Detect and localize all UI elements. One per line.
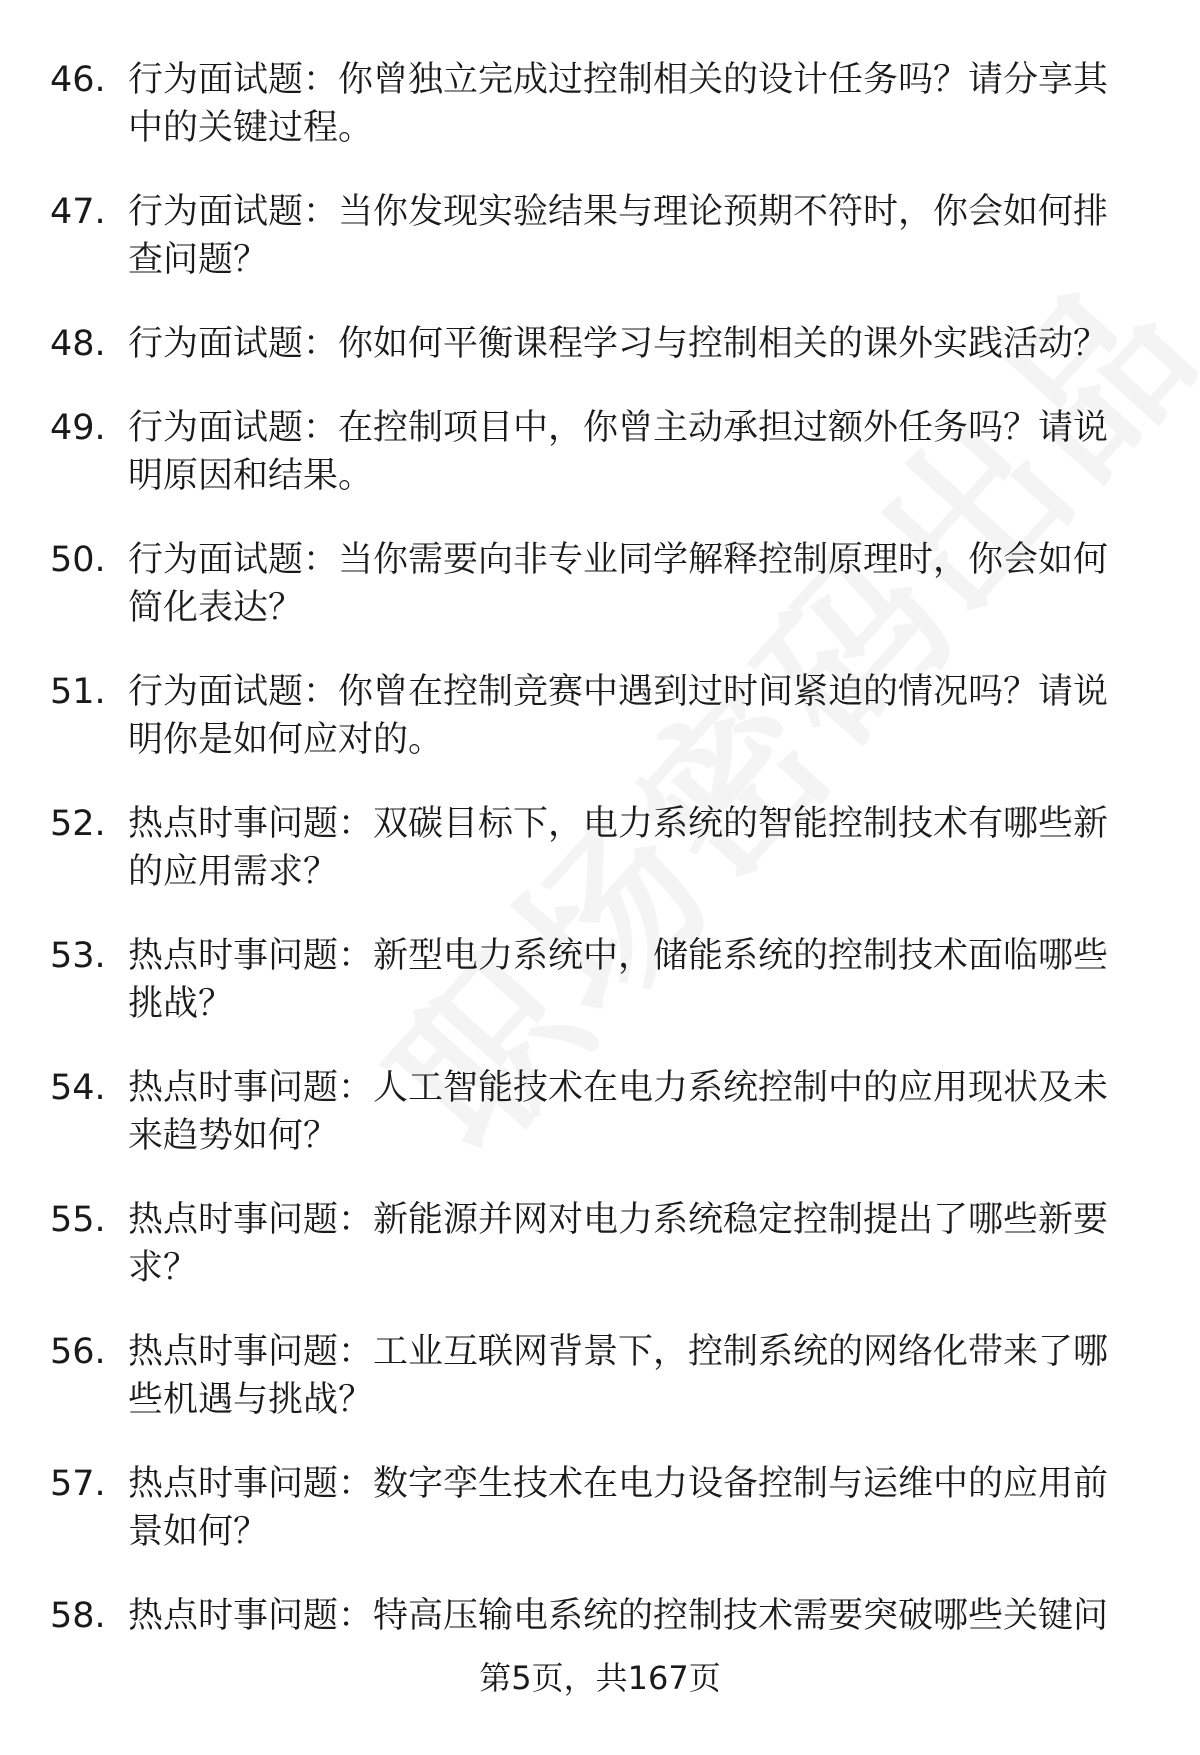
question-number: 53. <box>50 936 106 976</box>
question-item <box>0 932 1200 1028</box>
question-text: 行为面试题：在控制项目中，你曾主动承担过额外任务吗？请说明原因和结果。 <box>128 408 1109 496</box>
question-text: 热点时事问题：工业互联网背景下，控制系统的网络化带来了哪些机遇与挑战？ <box>128 1332 1109 1420</box>
question-number: 52. <box>50 804 106 844</box>
question-text: 热点时事问题：数字孪生技术在电力设备控制与运维中的应用前景如何？ <box>128 1464 1109 1552</box>
question-text: 行为面试题：当你发现实验结果与理论预期不符时，你会如何排查问题？ <box>128 192 1109 280</box>
question-number: 51. <box>50 672 106 712</box>
question-number: 57. <box>50 1464 106 1504</box>
page-number-label: 第5页，共167页 <box>479 1659 721 1697</box>
question-item <box>0 668 1200 764</box>
question-text: 行为面试题：你如何平衡课程学习与控制相关的课外实践活动？ <box>128 324 1109 364</box>
question-number: 55. <box>50 1200 106 1240</box>
question-text: 热点时事问题：新型电力系统中，储能系统的控制技术面临哪些挑战？ <box>128 936 1109 1024</box>
question-item <box>0 188 1200 284</box>
question-text: 热点时事问题：新能源并网对电力系统稳定控制提出了哪些新要求？ <box>128 1200 1109 1288</box>
question-number: 47. <box>50 192 106 232</box>
question-number: 50. <box>50 540 106 580</box>
question-number: 46. <box>50 60 106 100</box>
question-item <box>0 1328 1200 1424</box>
question-number: 54. <box>50 1068 106 1108</box>
question-item <box>0 320 1200 368</box>
question-number: 56. <box>50 1332 106 1372</box>
question-text: 热点时事问题：人工智能技术在电力系统控制中的应用现状及未来趋势如何？ <box>128 1068 1109 1156</box>
question-text: 行为面试题：你曾在控制竞赛中遇到过时间紧迫的情况吗？请说明你是如何应对的。 <box>128 672 1109 760</box>
question-number: 58. <box>50 1596 106 1636</box>
question-number: 48. <box>50 324 106 364</box>
question-text: 行为面试题：当你需要向非专业同学解释控制原理时，你会如何简化表达？ <box>128 540 1109 628</box>
page-footer <box>0 1656 1200 1700</box>
question-item <box>0 1196 1200 1292</box>
question-text: 热点时事问题：特高压输电系统的控制技术需要突破哪些关键问 <box>128 1596 1109 1636</box>
question-item <box>0 1064 1200 1160</box>
question-item <box>0 56 1200 152</box>
question-list <box>0 56 1200 1676</box>
question-item <box>0 800 1200 896</box>
question-text: 热点时事问题：双碳目标下，电力系统的智能控制技术有哪些新的应用需求？ <box>128 804 1109 892</box>
question-item <box>0 1460 1200 1556</box>
question-item <box>0 404 1200 500</box>
question-text: 行为面试题：你曾独立完成过控制相关的设计任务吗？请分享其中的关键过程。 <box>128 60 1109 148</box>
question-item <box>0 536 1200 632</box>
question-item <box>0 1592 1200 1640</box>
question-number: 49. <box>50 408 106 448</box>
